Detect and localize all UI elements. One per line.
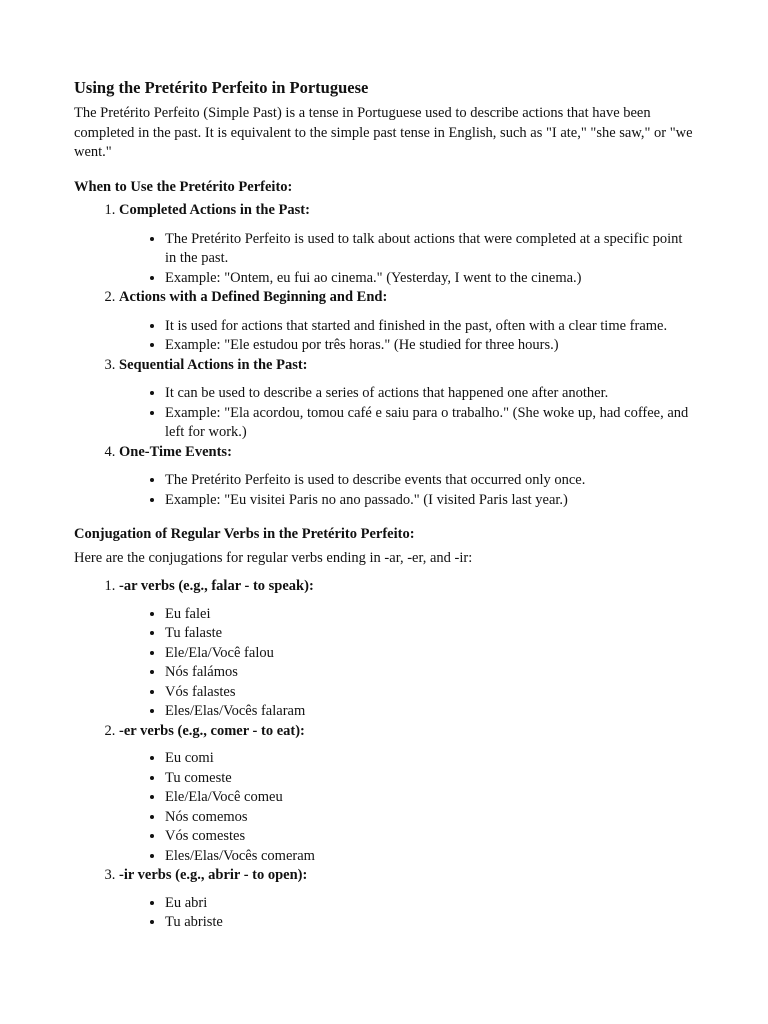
bullet-item: • Tu abriste — [165, 913, 694, 933]
conjugation-item-title: 1. -ar verbs (e.g., falar - to speak): — [119, 578, 314, 594]
bullet-item: • Example: "Eu visitei Paris no ano passado." (I visited Paris last year.) — [165, 491, 694, 511]
bullet-item: • Eu comi — [165, 749, 694, 769]
conjugation-section — [74, 525, 694, 933]
bullet-item: • Nós comemos — [165, 808, 694, 828]
usage-item-title: 1. Completed Actions in the Past: — [119, 202, 310, 218]
bullet-item: • Ele/Ela/Você falou — [165, 644, 694, 664]
bullet-item: • Vós falastes — [165, 683, 694, 703]
conjugation-item — [119, 866, 694, 933]
section-heading-conjugation: Conjugation of Regular Verbs in the Pretérito Perfeito: — [74, 526, 415, 542]
bullet-item: • Example: "Ontem, eu fui ao cinema." (Yesterday, I went to the cinema.) — [165, 269, 694, 289]
bullet-item: • Nós falámos — [165, 663, 694, 683]
conjugation-lead: Here are the conjugations for regular verbs ending in -ar, -er, and -ir: — [74, 549, 473, 566]
bullet-list — [119, 384, 694, 443]
bullet-list — [119, 605, 694, 722]
bullet-item: • Eles/Elas/Vocês comeram — [165, 847, 694, 867]
conjugation-item — [119, 577, 694, 722]
page-title: Using the Pretérito Perfeito in Portuguese — [74, 78, 369, 97]
bullet-list — [119, 471, 694, 510]
bullet-item: • Eles/Elas/Vocês falaram — [165, 702, 694, 722]
usage-item — [119, 201, 694, 288]
conjugation-list — [74, 577, 694, 933]
usage-item-title: 4. One-Time Events: — [119, 443, 232, 460]
bullet-item: • Example: "Ele estudou por três horas." (He studied for three hours.) — [165, 336, 694, 356]
bullet-item: • Ele/Ela/Você comeu — [165, 788, 694, 808]
conjugation-item-title: 3. -ir verbs (e.g., abrir - to open): — [119, 867, 308, 883]
section-heading-when: When to Use the Pretérito Perfeito: — [74, 178, 293, 195]
bullet-item: • Example: "Ela acordou, tomou café e saiu para o trabalho." (She woke up, had coffee, and left for work.) — [165, 404, 694, 443]
usage-item-title: 2. Actions with a Defined Beginning and End: — [119, 289, 388, 305]
bullet-item: • Tu comeste — [165, 769, 694, 789]
bullet-item: • Eu abri — [165, 894, 694, 914]
conjugation-item — [119, 722, 694, 867]
bullet-list — [119, 749, 694, 866]
bullet-item: • The Pretérito Perfeito is used to talk about actions that were completed at a specific point in the past. — [165, 230, 694, 269]
bullet-item: • It can be used to describe a series of actions that happened one after another. — [165, 384, 694, 404]
bullet-list — [119, 230, 694, 289]
usage-item — [119, 443, 694, 511]
usage-item — [119, 356, 694, 443]
usage-item — [119, 288, 694, 356]
bullet-item: • The Pretérito Perfeito is used to describe events that occurred only once. — [165, 471, 694, 491]
bullet-list — [119, 317, 694, 356]
conjugation-item-title: 2. -er verbs (e.g., comer - to eat): — [119, 722, 305, 739]
bullet-item: • Tu falaste — [165, 624, 694, 644]
usage-list — [74, 201, 694, 510]
bullet-item: • Vós comestes — [165, 827, 694, 847]
bullet-item: • Eu falei — [165, 605, 694, 625]
bullet-list — [119, 894, 694, 933]
intro-paragraph: The Pretérito Perfeito (Simple Past) is a tense in Portuguese used to describe actions that have been completed in the past. It is equivalent to the simple past tense in English, such as "I ate," "she saw," or "we went." — [74, 105, 693, 160]
bullet-item: • It is used for actions that started and finished in the past, often with a clear time frame. — [165, 317, 694, 337]
usage-item-title: 3. Sequential Actions in the Past: — [119, 356, 308, 373]
